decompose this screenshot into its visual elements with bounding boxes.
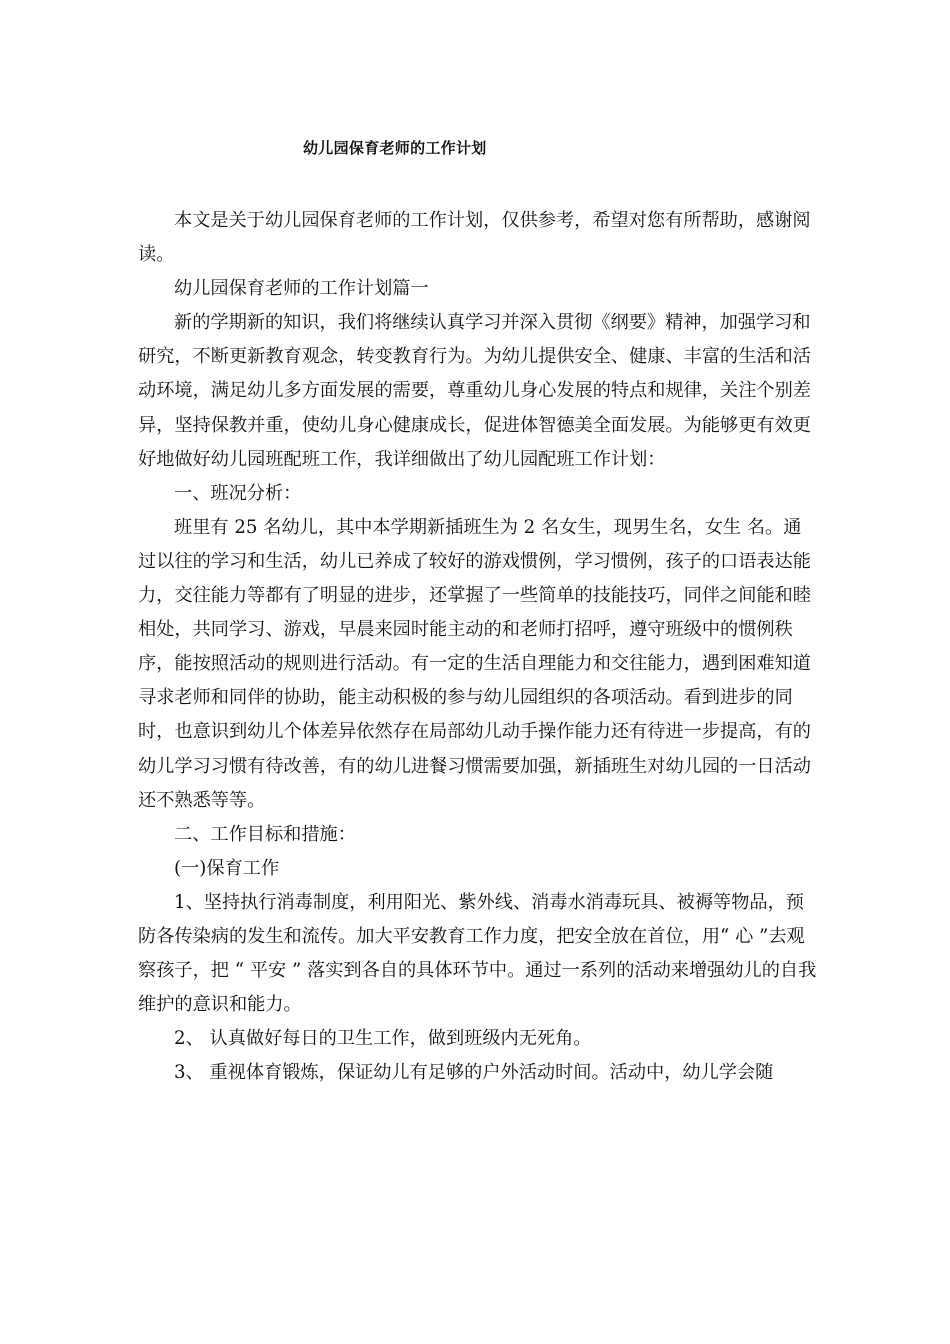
paragraph-item-1: 1、坚持执行消毒制度，利用阳光、紫外线、消毒水消毒玩具、被褥等物品，预防各传染病的发生和流传。加大平安教育工作力度，把安全放在首位，用“ 心 ”去观察孩子，把 “ 平安 ” 落实到各自的具体环节中。通过一系列的活动来增强幼儿的自我维护的意识和能力。 bbox=[138, 891, 817, 1016]
paragraph-item-3: 3、 重视体育锻炼，保证幼儿有足够的户外活动时间。活动中，幼儿学会随 bbox=[174, 1062, 774, 1084]
paragraph-intro: 本文是关于幼儿园保育老师的工作计划，仅供参考，希望对您有所帮助，感谢阅读。 bbox=[138, 210, 811, 266]
paragraph-heading-goals: 二、工作目标和措施： bbox=[174, 823, 356, 845]
paragraph-class-analysis: 班里有 25 名幼儿，其中本学期新插班生为 2 名女生，现男生名，女生 名。通过以往的学习和生活，幼儿已养成了较好的游戏惯例，学习惯例，孩子的口语表达能力，交往能力等都有了明显的进步，还掌握了一些简单的技能技巧，同伴之间能和睦相处，共同学习、游戏，早晨来园时能主动的和老师打招呼，遵守班级中的惯例秩序，能按照活动的规则进行活动。有一定的生活自理能力和交往能力，遇到困难知道寻求老师和同伴的协助，能主动积极的参与幼儿园组织的各项活动。看到进步的同时，也意识到幼儿个体差异依然存在局部幼儿动手操作能力还有待进一步提高，有的幼儿学习习惯有待改善，有的幼儿进餐习惯需要加强，新插班生对幼儿园的一日活动还不熟悉等等。 bbox=[138, 516, 811, 811]
document-body bbox=[138, 204, 818, 1090]
document-title: 幼儿园保育老师的工作计划 bbox=[303, 139, 487, 157]
paragraph-item-2: 2、 认真做好每日的卫生工作，做到班级内无死角。 bbox=[174, 1028, 592, 1050]
paragraph-heading-class-analysis: 一、班况分析： bbox=[174, 482, 302, 504]
paragraph-section-heading: 幼儿园保育老师的工作计划篇一 bbox=[174, 278, 429, 300]
paragraph-heading-care-work: (一)保育工作 bbox=[174, 857, 280, 879]
paragraph-overview: 新的学期新的知识，我们将继续认真学习并深入贯彻《纲要》精神，加强学习和研究，不断更新教育观念，转变教育行为。为幼儿提供安全、健康、丰富的生活和活动环境，满足幼儿多方面发展的需要，尊重幼儿身心发展的特点和规律，关注个别差异，坚持保教并重，使幼儿身心健康成长，促进体智德美全面发展。为能够更有效更好地做好幼儿园班配班工作，我详细做出了幼儿园配班工作计划： bbox=[138, 312, 811, 470]
